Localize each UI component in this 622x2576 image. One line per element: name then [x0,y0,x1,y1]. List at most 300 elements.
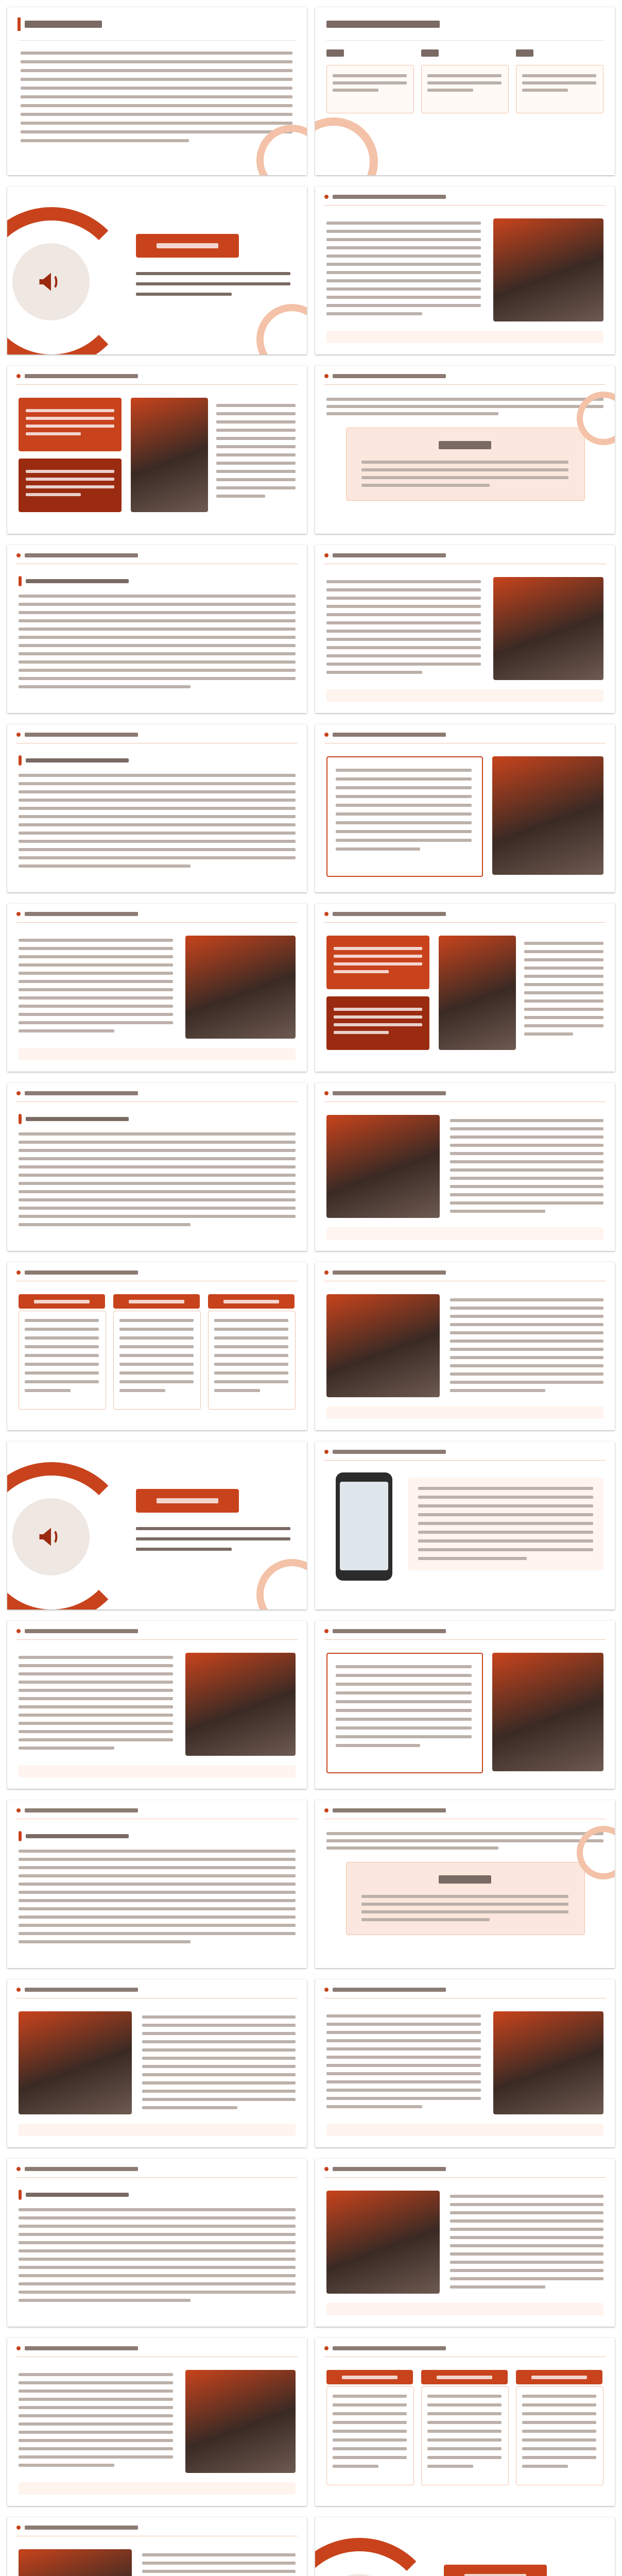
body-text-line [19,1656,173,1659]
body-text-line [19,2398,173,2401]
section-marker [19,2190,22,2200]
body-text-line [326,580,481,583]
body-text-line [450,1372,603,1376]
summary-strip [19,1048,296,1060]
body-text-line [19,1664,173,1667]
body-text-line [326,2089,481,2092]
body-text-line [336,1735,472,1738]
body-text-line [26,425,114,428]
body-text-line [326,238,481,241]
body-text-line [214,1328,288,1331]
body-text-line [450,1119,603,1122]
body-text-line [19,2455,173,2459]
body-text-line [427,2412,502,2415]
body-text-line [19,2266,296,2269]
body-text-line [19,2282,296,2285]
body-text-line [142,2098,296,2101]
slide-header [7,1979,307,2000]
slide-thumbnail[interactable] [315,1442,615,1609]
body-text-line [524,999,603,1003]
body-text-line [361,484,490,487]
body-text-line [142,2065,296,2068]
slide-photo [493,218,603,321]
slide-thumbnail[interactable] [315,1979,615,2147]
body-text-line [214,1319,288,1322]
slide-header [315,2159,615,2179]
body-text-line [19,2422,173,2426]
slide-thumbnail[interactable] [7,1800,307,1968]
slide-header-title [333,1450,446,1454]
body-text-line [361,1895,568,1898]
slide-thumbnail[interactable] [7,1442,307,1609]
slide-thumbnail[interactable] [315,2338,615,2506]
slide-thumbnail[interactable] [315,1083,615,1251]
body-text-line [216,412,296,415]
body-text-line [19,685,191,688]
slide-header-title [333,1988,446,1992]
title-rule [326,40,603,41]
body-text-line [19,1132,296,1136]
slide-header [7,545,307,566]
preface-accent-icon [18,18,21,31]
outer-ring [315,2538,440,2576]
box-body [516,2386,603,2485]
slide-photo [326,1115,440,1218]
box-body [326,2386,414,2485]
body-text-line [25,1380,99,1383]
section-bullet-icon [16,1808,21,1812]
body-text-line [326,255,481,258]
section-bullet-icon [16,1988,21,1992]
slide-header [7,2159,307,2179]
body-text-line [450,1348,603,1351]
slide-header [315,545,615,566]
body-text-line [333,2465,378,2468]
body-text-line [326,1839,603,1842]
body-text-line [450,2236,603,2239]
body-text-line [450,1298,603,1301]
body-text-line [19,1141,296,1144]
body-text-line [21,60,292,63]
body-text-line [427,74,502,77]
slide-photo [493,2011,603,2114]
slide-thumbnail[interactable] [7,187,307,354]
body-text-line [19,2216,296,2219]
body-text-line [334,1015,422,1019]
body-text-line [119,1345,194,1348]
body-text-line [19,1738,173,1741]
body-text-line [333,2456,407,2459]
body-text-line [522,2465,568,2468]
body-text-line [19,1866,296,1869]
body-text-line [19,1223,191,1226]
slide-header-title [333,733,446,737]
slide-thumbnail[interactable] [315,2517,615,2576]
body-text-line [326,304,481,307]
slide-photo [492,756,603,875]
body-text-line [19,644,296,647]
body-text-line [19,963,173,967]
section-heading [26,1834,129,1838]
body-text-line [25,1389,71,1392]
body-text-line [427,2465,473,2468]
section-bullet-icon [324,1988,329,1992]
body-text-line [336,848,420,851]
body-text-line [326,2039,481,2042]
body-text-line [216,478,296,481]
body-text-line [19,807,296,810]
slide-header-title [25,374,138,378]
body-text-line [21,139,189,142]
slide-thumbnail[interactable] [7,1262,307,1430]
body-text-line [326,663,481,666]
body-text-line [19,1924,296,1927]
body-text-line [333,2447,407,2450]
header-rule [324,1460,606,1461]
slide-thumbnail[interactable] [7,366,307,534]
body-text-line [326,2056,481,2059]
slide-photo [326,2191,440,2294]
body-text-line [418,1557,527,1560]
header-rule [16,2177,298,2178]
slide-thumbnail[interactable] [7,1979,307,2147]
body-text-line [336,777,472,781]
slide-thumbnail[interactable] [315,904,615,1072]
body-text-line [216,437,296,440]
body-text-line [326,405,603,408]
part-title-text [464,2574,526,2576]
header-rule [16,384,298,385]
box-header-text [437,2376,492,2379]
body-text-line [19,2373,173,2376]
body-text-line [522,2456,596,2459]
body-text-line [19,652,296,655]
body-text-line [142,2562,296,2565]
summary-strip [326,1227,603,1240]
slide-header [7,1800,307,1821]
body-text-line [450,1201,603,1205]
slide-thumbnail[interactable] [315,1262,615,1430]
slide-thumbnail[interactable] [7,1621,307,1789]
summary-strip [326,331,603,343]
body-text-line [25,1328,99,1331]
body-text-line [19,947,173,950]
body-text-line [136,1527,290,1530]
slide-thumbnail[interactable] [7,904,307,1072]
phone-screen [340,1482,388,1570]
slide-header-title [333,374,446,378]
body-text-line [326,230,481,233]
body-text-line [19,848,296,851]
body-text-line [216,445,296,448]
body-text-line [427,2421,502,2424]
framed-panel [326,1653,483,1773]
body-text-line [19,2447,173,2450]
body-text-line [19,865,191,868]
body-text-line [142,2040,296,2043]
body-text-line [19,782,296,785]
body-text-line [450,1185,603,1188]
slide-header-title [333,2167,446,2171]
body-text-line [524,950,603,953]
slide-header [7,724,307,745]
body-text-line [326,2080,481,2083]
body-text-line [450,2203,603,2206]
body-text-line [450,1136,603,1139]
body-text-line [26,478,114,481]
body-text-line [21,113,292,116]
emphasis-heading [439,1875,491,1884]
body-text-line [26,417,114,420]
emphasis-panel [346,1862,585,1935]
slide-thumbnail[interactable] [315,187,615,354]
body-text-line [333,2395,407,2398]
body-text-line [19,1029,114,1032]
slide-thumbnail[interactable] [7,2517,307,2576]
body-text-line [361,476,568,479]
body-text-line [19,2464,114,2467]
body-text-line [19,2258,296,2261]
body-text-line [326,588,481,591]
slide-thumbnail[interactable] [7,545,307,713]
slide-header-title [25,733,138,737]
body-text-line [326,2097,481,2100]
header-rule [324,1101,606,1102]
body-text-line [19,1021,173,1024]
body-text-line [333,2412,407,2415]
slide-header-title [25,553,138,557]
body-text-line [216,429,296,432]
body-text-line [524,958,603,961]
slide-photo [492,1653,603,1771]
body-text-line [19,1916,296,1919]
section-bullet-icon [324,1450,329,1454]
body-text-line [418,1522,593,1525]
section-bullet-icon [16,374,21,378]
body-text-line [19,669,296,672]
body-text-line [522,2403,596,2406]
section-marker [19,755,22,766]
slide-header [7,1262,307,1283]
body-text-line [326,2023,481,2026]
body-text-line [26,432,81,435]
slide-header [315,1262,615,1283]
body-text-line [418,1531,593,1534]
slide-header [315,1083,615,1104]
header-rule [16,1101,298,1102]
body-text-line [450,1177,603,1180]
body-text-line [361,1918,490,1921]
body-text-line [216,495,265,498]
body-text-line [418,1487,593,1490]
body-text-line [524,967,603,970]
body-text-line [119,1354,194,1357]
body-text-line [450,1160,603,1163]
body-text-line [326,2014,481,2018]
body-text-line [19,774,296,777]
slide-thumbnail[interactable] [315,2159,615,2327]
slide-header [315,1621,615,1641]
body-text-line [19,1883,296,1886]
body-text-line [334,970,389,973]
body-text-line [450,1381,603,1384]
slide-thumbnail[interactable] [7,724,307,892]
box-header-text [531,2376,587,2379]
body-text-line [19,1907,296,1910]
body-text-line [522,81,596,84]
body-text-line [522,2395,596,2398]
body-text-line [214,1363,288,1366]
body-text-line [19,603,296,606]
slide-header-title [333,2346,446,2350]
body-text-line [450,2261,603,2264]
body-text-line [19,988,173,991]
body-text-line [334,962,422,965]
body-text-line [21,69,292,72]
slide-thumbnail[interactable] [315,1800,615,1968]
slide-header [7,1621,307,1641]
section-marker [19,1831,22,1841]
body-text-line [450,1315,603,1318]
body-text-line [336,1683,472,1686]
body-text-line [334,947,422,950]
slide-thumbnail[interactable] [315,7,615,175]
smartphone-icon [336,1472,392,1581]
body-text-line [214,1354,288,1357]
body-text-line [450,2269,603,2272]
body-text-line [450,1127,603,1130]
body-text-line [326,2031,481,2034]
body-text-line [19,1005,173,1008]
body-text-line [21,122,292,125]
body-text-line [21,104,292,107]
summary-strip [326,689,603,702]
section-bullet-icon [324,374,329,378]
body-text-line [524,1016,603,1019]
body-text-line [336,812,472,816]
contents-number [421,49,439,57]
slide-thumbnail[interactable] [7,7,307,175]
body-text-line [19,636,296,639]
body-text-line [19,1672,173,1675]
body-text-line [427,2430,502,2433]
body-text-line [214,1371,288,1375]
body-text-line [361,468,568,471]
body-text-line [522,89,568,92]
body-text-line [326,630,481,633]
body-text-line [450,1389,545,1392]
body-text-line [336,821,472,824]
body-text-line [19,1940,191,1943]
body-text-line [136,1537,290,1540]
body-text-line [427,89,473,92]
body-text-line [119,1389,165,1392]
slide-header [7,904,307,924]
section-bullet-icon [324,195,329,199]
slide-header [315,366,615,386]
body-text-line [19,2414,173,2417]
slide-header [315,904,615,924]
body-text-line [334,955,422,958]
body-text-line [361,461,568,464]
body-text-line [19,939,173,942]
body-text-line [142,2015,296,2019]
body-text-line [142,2553,296,2556]
box-header-text [129,1300,184,1303]
slide-header-title [25,1270,138,1275]
body-text-line [427,2395,502,2398]
body-text-line [19,1850,296,1853]
slide-thumbnail[interactable] [7,2338,307,2506]
slide-thumbnail[interactable] [7,1083,307,1251]
body-text-line [21,95,292,98]
body-text-line [19,1858,296,1861]
slide-header-title [333,1629,446,1633]
body-text-line [336,1691,472,1694]
body-text-line [142,2090,296,2093]
body-text-line [450,1364,603,1367]
slide-thumbnail[interactable] [315,545,615,713]
body-text-line [326,246,481,249]
body-text-line [19,1891,296,1894]
body-text-line [450,2244,603,2247]
header-rule [324,1639,606,1640]
slide-header-title [333,912,446,916]
body-text-line [336,830,472,833]
body-text-line [25,1371,99,1375]
body-text-line [19,1874,296,1877]
slide-thumbnail[interactable] [315,366,615,534]
body-text-line [119,1363,194,1366]
body-text-line [26,485,114,488]
slide-header-title [25,2167,138,2171]
body-text-line [19,840,296,843]
body-text-line [19,955,173,958]
body-text-line [326,1832,603,1835]
slide-thumbnail[interactable] [315,724,615,892]
body-text-line [333,81,407,84]
body-text-line [119,1336,194,1340]
body-text-line [427,2438,502,2442]
slide-thumbnail[interactable] [7,2159,307,2327]
section-heading [26,2193,129,2197]
slide-thumbnail[interactable] [315,1621,615,1789]
body-text-line [26,409,114,412]
slide-header-title [333,1808,446,1812]
body-text-line [119,1328,194,1331]
body-text-line [326,638,481,641]
body-text-line [19,2406,173,2409]
body-text-line [19,972,173,975]
section-bullet-icon [324,1091,329,1095]
slide-header-title [25,1988,138,1992]
body-text-line [19,1932,296,1935]
body-text-line [326,279,481,282]
slide-header-title [25,1808,138,1812]
body-text-line [25,1354,99,1357]
summary-strip [326,2303,603,2315]
body-text-line [326,654,481,657]
body-text-line [336,1744,420,1747]
body-text-line [524,991,603,994]
slide-photo [185,1653,296,1756]
body-text-line [19,815,296,818]
header-rule [324,922,606,923]
header-rule [324,2177,606,2178]
body-text-line [326,613,481,616]
body-text-line [336,769,472,772]
slide-photo [439,936,516,1050]
